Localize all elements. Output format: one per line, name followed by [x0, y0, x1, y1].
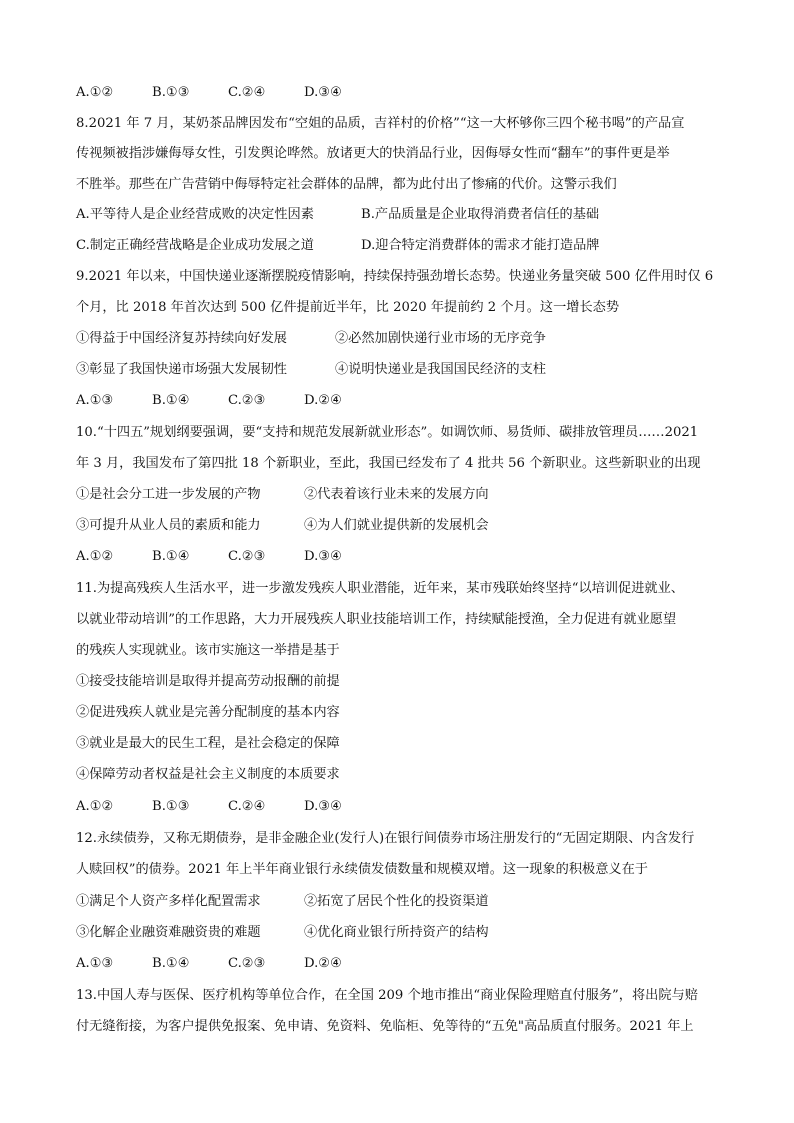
- q10-statement-4: ④为人们就业提供新的发展机会: [304, 518, 489, 533]
- q9-options: [76, 392, 342, 410]
- q9-statement-3: ③彰显了我国快递市场强大发展韧性: [76, 362, 287, 377]
- q7-option-a: A.①②: [76, 85, 114, 100]
- q11-stem-line-2: 以就业带动培训”的工作思路，大力开展残疾人职业技能培训工作，持续赋能授渔，全力促进有就业愿望: [76, 612, 677, 627]
- q8-stem-line-1: 8.2021 年 7 月，某奶茶品牌因发布“空姐的品质，吉祥村的价格”“这一大杯够你三四个秘书喝”的产品宣: [76, 116, 685, 131]
- q9-option-c: C.②③: [228, 393, 266, 408]
- q10-statement-3: ③可提升从业人员的素质和能力: [76, 518, 261, 533]
- q7-option-b: B.①③: [152, 85, 190, 100]
- q10-option-c: C.②③: [228, 549, 266, 564]
- q8-option-d: D.迎合特定消费群体的需求才能打造品牌: [361, 238, 600, 253]
- q9-statement-2: ②必然加剧快递行业市场的无序竞争: [335, 331, 546, 346]
- q13-stem-line-2: 付无缝衔接，为客户提供免报案、免申请、免资料、免临柜、免等待的“五免"高品质直付服务。2021 年上: [76, 1019, 694, 1034]
- q11-option-a: A.①②: [76, 799, 114, 814]
- q10-option-b: B.①④: [152, 549, 190, 564]
- q7-option-c: C.②④: [228, 85, 266, 100]
- q12-statement-4: ④优化商业银行所持资产的结构: [304, 925, 489, 940]
- q10-stem-line-2: 年 3 月，我国发布了第四批 18 个新职业，至此，我国已经发布了 4 批共 56 个新职业。这些新职业的出现: [76, 456, 701, 471]
- q11-options: [76, 798, 342, 816]
- q9-option-a: A.①③: [76, 393, 114, 408]
- q9-option-b: B.①④: [152, 393, 190, 408]
- q10-stem-line-1: 10.“十四五”规划纲要强调，要“支持和规范发展新就业形态”。如调饮师、易货师、碳排放管理员……2021: [76, 425, 699, 440]
- q12-statement-3: ③化解企业融资难融资贵的难题: [76, 925, 261, 940]
- q11-option-c: C.②④: [228, 799, 266, 814]
- q10-statement-2: ②代表着该行业未来的发展方向: [304, 487, 489, 502]
- q11-statement-2: ②促进残疾人就业是完善分配制度的基本内容: [76, 705, 340, 720]
- q10-options: [76, 548, 342, 566]
- q12-statement-1: ①满足个人资产多样化配置需求: [76, 894, 261, 909]
- q8-stem-line-3: 不胜举。那些在广告营销中侮辱特定社会群体的品牌，都为此付出了惨痛的代价。这警示我们: [76, 177, 617, 192]
- q9-stem-line-1: 9.2021 年以来，中国快递业逐渐摆脱疫情影响，持续保持强劲增长态势。快递业务量突破 500 亿件用时仅 6: [76, 269, 714, 284]
- q10-option-a: A.①②: [76, 549, 114, 564]
- q11-option-b: B.①③: [152, 799, 190, 814]
- q9-stem-line-2: 个月，比 2018 年首次达到 500 亿件提前近半年，比 2020 年提前约 2 个月。这一增长态势: [76, 300, 620, 315]
- q13-stem-line-1: 13.中国人寿与医保、医疗机构等单位合作，在全国 209 个地市推出“商业保险理赔直付服务”，将出院与赔: [76, 988, 698, 1003]
- q12-options: [76, 955, 342, 973]
- q8-stem-line-2: 传视频被指涉嫌侮辱女性，引发舆论哗然。放诸更大的快消品行业，因侮辱女性而“翻车”的事件更是举: [76, 146, 670, 161]
- q10-statement-1: ①是社会分工进一步发展的产物: [76, 487, 261, 502]
- q10-option-d: D.③④: [304, 549, 342, 564]
- q12-option-a: A.①③: [76, 956, 114, 971]
- q9-option-d: D.②④: [304, 393, 342, 408]
- q12-option-d: D.②④: [304, 956, 342, 971]
- q11-stem-line-3: 的残疾人实现就业。该市实施这一举措是基于: [76, 643, 340, 658]
- q8-option-b: B.产品质量是企业取得消费者信任的基础: [361, 207, 600, 222]
- q9-statement-4: ④说明快递业是我国国民经济的支柱: [335, 362, 546, 377]
- q7-options: [76, 84, 342, 102]
- q11-statement-3: ③就业是最大的民生工程，是社会稳定的保障: [76, 736, 340, 751]
- q8-option-a: A.平等待人是企业经营成败的决定性因素: [76, 207, 314, 222]
- q12-stem-line-1: 12.永续债券，又称无期债券，是非金融企业(发行人)在银行间债券市场注册发行的“无固定期限、内含发行: [76, 831, 695, 846]
- q11-stem-line-1: 11.为提高残疾人生活水平，进一步激发残疾人职业潜能，近年来，某市残联始终坚持“以培训促进就业、: [76, 581, 684, 596]
- q11-statement-1: ①接受技能培训是取得并提高劳动报酬的前提: [76, 674, 340, 689]
- q12-option-c: C.②③: [228, 956, 266, 971]
- q12-statement-2: ②拓宽了居民个性化的投资渠道: [304, 894, 489, 909]
- q8-option-c: C.制定正确经营战略是企业成功发展之道: [76, 238, 314, 253]
- q9-statement-1: ①得益于中国经济复苏持续向好发展: [76, 331, 287, 346]
- q11-statement-4: ④保障劳动者权益是社会主义制度的本质要求: [76, 767, 340, 782]
- q7-option-d: D.③④: [304, 85, 342, 100]
- q12-option-b: B.①④: [152, 956, 190, 971]
- q12-stem-line-2: 人赎回权”的债券。2021 年上半年商业银行永续债发债数量和规模双增。这一现象的积极意义在于: [76, 862, 648, 877]
- q11-option-d: D.③④: [304, 799, 342, 814]
